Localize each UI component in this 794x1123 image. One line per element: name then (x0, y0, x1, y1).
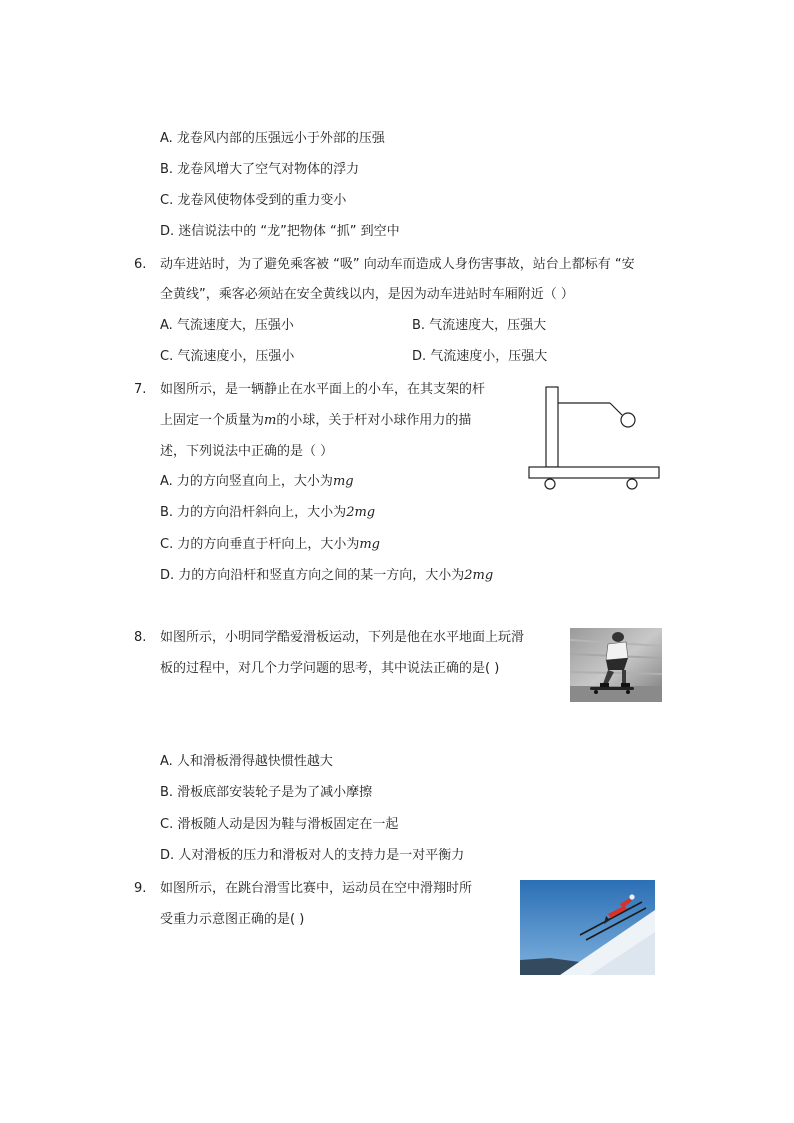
q7-option-d-text: D. 力的方向沿杆和竖直方向之间的某一方向，大小为 (160, 568, 465, 583)
q9-stem-line2: 受重力示意图正确的是( ) (160, 912, 305, 927)
q8-number: 8. (134, 630, 147, 645)
q6-stem-line2: 全黄线”，乘客必须站在安全黄线以内，是因为动车进站时车厢附近（ ） (160, 287, 574, 302)
q7-option-b-math: 2mg (346, 505, 376, 520)
q8-stem-line1: 如图所示，小明同学酷爱滑板运动，下列是他在水平地面上玩滑 (160, 630, 525, 645)
q5-option-b: B. 龙卷风增大了空气对物体的浮力 (160, 162, 360, 177)
q6-option-c: C. 气流速度小，压强小 (160, 349, 295, 364)
q6-option-b: B. 气流速度大，压强大 (412, 318, 547, 333)
q7-option-b-text: B. 力的方向沿杆斜向上，大小为 (160, 505, 347, 520)
q7-option-d-math: 2mg (464, 568, 494, 583)
q6-option-d: D. 气流速度小，压强大 (412, 349, 548, 364)
q5-option-d: D. 迷信说法中的 “龙”把物体 “抓” 到空中 (160, 224, 400, 239)
cart-right-wheel (627, 479, 637, 489)
cart-upright-post (546, 387, 558, 467)
q7-stem-line1: 如图所示，是一辆静止在水平面上的小车，在其支架的杆 (160, 382, 486, 397)
q8-option-b: B. 滑板底部安装轮子是为了减小摩擦 (160, 785, 373, 800)
q7-option-c-math: mg (359, 537, 380, 552)
q8-option-a: A. 人和滑板滑得越快惯性越大 (160, 754, 333, 769)
q7-option-d (160, 568, 493, 584)
q6-option-a: A. 气流速度大，压强小 (160, 318, 294, 333)
skateboarder-photo (570, 628, 662, 702)
ski-jumper-photo (520, 880, 655, 975)
q7-stem-line3: 述，下列说法中正确的是（ ） (160, 444, 334, 459)
q7-number: 7. (134, 382, 147, 397)
cart-figure (525, 383, 665, 495)
q7-stem-line2-end: 的小球，关于杆对小球作用力的描 (276, 413, 472, 428)
q9-number: 9. (134, 881, 147, 896)
q7-option-a (160, 474, 354, 490)
q7-option-a-text: A. 力的方向竖直向上，大小为 (160, 474, 333, 489)
q7-stem-line2-start: 上固定一个质量为 (160, 413, 265, 428)
q7-option-c-text: C. 力的方向垂直于杆向上，大小为 (160, 537, 360, 552)
q7-stem-line2 (160, 413, 471, 429)
q8-stem-line2: 板的过程中，对几个力学问题的思考，其中说法正确的是( ) (160, 661, 500, 676)
q7-option-b (160, 505, 375, 521)
q7-option-c (160, 537, 380, 553)
cart-left-wheel (545, 479, 555, 489)
q5-option-a: A. 龙卷风内部的压强远小于外部的压强 (160, 131, 385, 146)
q6-stem-line1: 动车进站时，为了避免乘客被 “吸” 向动车而造成人身伤害事故，站台上都标有 “安 (160, 257, 635, 272)
cart-base (529, 467, 659, 478)
q8-option-c: C. 滑板随人动是因为鞋与滑板固定在一起 (160, 817, 399, 832)
q7-option-a-math: mg (332, 474, 354, 489)
small-ball (621, 413, 635, 427)
cart-slanted-rod (610, 403, 622, 415)
q6-number: 6. (134, 257, 147, 272)
mass-symbol: m (264, 413, 277, 428)
q5-option-c: C. 龙卷风使物体受到的重力变小 (160, 193, 347, 208)
q8-option-d: D. 人对滑板的压力和滑板对人的支持力是一对平衡力 (160, 848, 465, 863)
q9-stem-line1: 如图所示，在跳台滑雪比赛中，运动员在空中滑翔时所 (160, 881, 473, 896)
